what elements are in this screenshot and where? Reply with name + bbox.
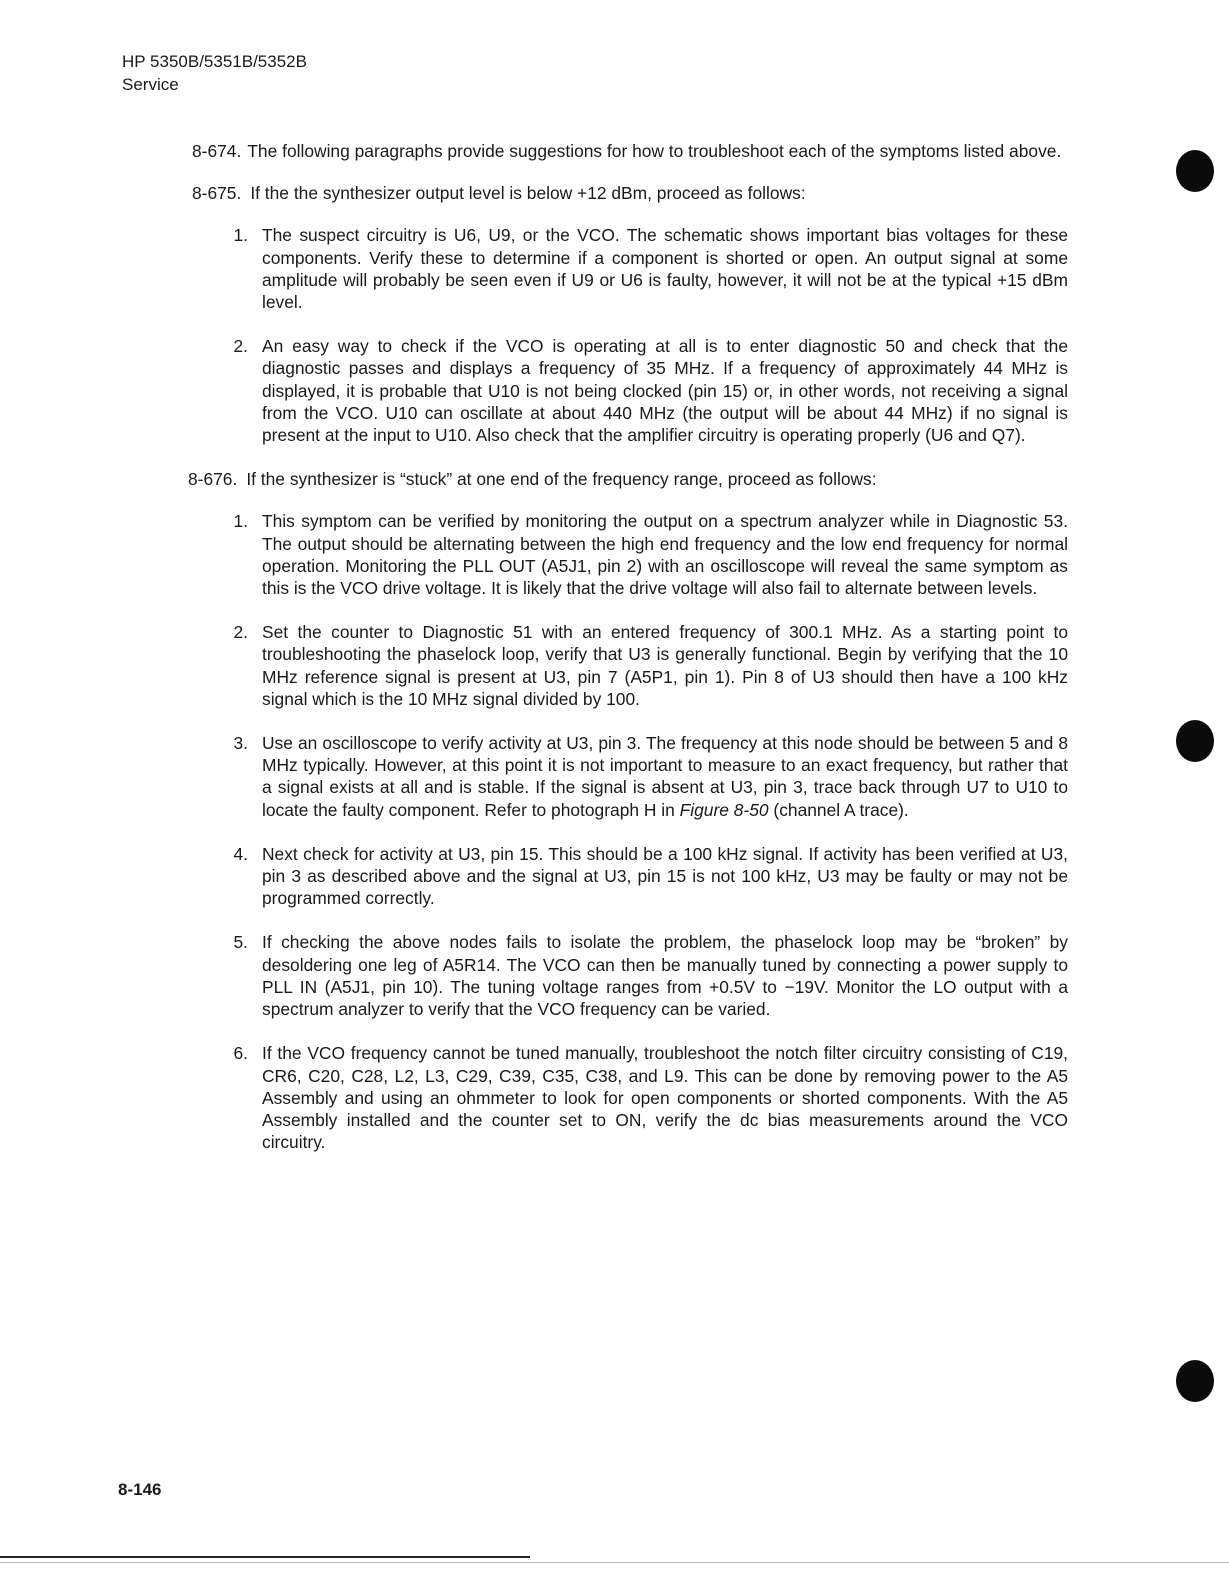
list-item	[192, 224, 1068, 313]
item-number: 2.	[233, 622, 248, 643]
body-text	[188, 140, 1068, 1175]
item-text: If checking the above nodes fails to isolate the problem, the phaselock loop may be “broken” by desoldering one leg of A5R14. The VCO can then be manually tuned by connecting a power supply to PLL IN (A5J1, pin 10). The tuning voltage ranges from +0.5V to −19V. Monitor the LO output with a spectrum analyzer to verify that the VCO frequency can be varied.	[262, 932, 1068, 1020]
item-text: This symptom can be verified by monitoring the output on a spectrum analyzer while in Diagnostic 53. The output should be alternating between the high end frequency and the low end frequency for normal operation. Monitoring the PLL OUT (A5J1, pin 2) with an oscilloscope will reveal the same symptom as this is the VCO drive voltage. It is likely that the drive voltage will also fail to alternate between levels.	[262, 511, 1068, 599]
paragraph-number: 8-674.	[192, 141, 242, 161]
footer-rule	[0, 1556, 530, 1558]
item-text: Set the counter to Diagnostic 51 with an entered frequency of 300.1 MHz. As a starting point to troubleshooting the phaselock loop, verify that U3 is generally functional. Begin by verifying that the 10 MHz reference signal is present at U3, pin 7 (A5P1, pin 1). Pin 8 of U3 should then have a 100 kHz signal which is the 10 MHz signal divided by 100.	[262, 622, 1068, 709]
item-number: 6.	[233, 1043, 248, 1064]
item-text	[262, 732, 1068, 821]
figure-reference: Figure 8-50	[679, 799, 769, 820]
item-number: 4.	[233, 843, 248, 864]
paragraph-8-674	[192, 140, 1068, 162]
binder-hole-mark	[1176, 1360, 1214, 1402]
list-item	[192, 931, 1068, 1020]
item-text: The suspect circuitry is U6, U9, or the VCO. The schematic shows important bias voltages for these components. Verify these to determine if a component is shorted or open. An output signal at some amplitude will probably be seen even if U9 or U6 is faulty, however, it will not be at the typical +15 dBm level.	[262, 225, 1068, 313]
item-number: 2.	[233, 336, 248, 357]
item-number: 5.	[233, 932, 248, 953]
item-number: 1.	[233, 511, 248, 532]
binder-hole-mark	[1176, 150, 1214, 192]
paragraph-number: 8-675.	[192, 183, 242, 204]
list-item	[192, 732, 1068, 821]
list-item	[192, 510, 1068, 599]
item-number: 1.	[233, 225, 248, 246]
list-item	[192, 1042, 1068, 1153]
paragraph-text: If the synthesizer is “stuck” at one end of the frequency range, proceed as follows:	[246, 469, 877, 490]
paragraph-text: The following paragraphs provide suggestions for how to troubleshoot each of the symptoms listed above.	[247, 141, 1062, 161]
list-item	[192, 843, 1068, 910]
item-text-part: (channel A trace).	[768, 799, 909, 820]
paragraph-text: If the the synthesizer output level is below +12 dBm, proceed as follows:	[250, 183, 806, 204]
list-item	[192, 621, 1068, 710]
item-text-part: Use an oscilloscope to verify activity at U3, pin 3. The frequency at this node should be between 5 and 8 MHz typically. However, at this point it is not important to measure to an exact frequency, but rather that a signal exists at all and is stable. If the signal is absent at U3, pin 3, trace back through U7 to U10 to locate the faulty component. Refer to photograph H in	[262, 733, 1068, 820]
paragraph-number: 8-676.	[188, 469, 238, 490]
item-text: If the VCO frequency cannot be tuned manually, troubleshoot the notch filter circuitry consisting of C19, CR6, C20, C28, L2, L3, C29, C39, C35, C38, and L9. This can be done by removing power to the A5 Assembly and using an ohmmeter to look for open components or shorted components. With the A5 Assembly installed and the counter set to ON, verify the dc bias measurements around the VCO circuitry.	[262, 1043, 1068, 1153]
list-8-676	[192, 510, 1068, 1153]
paragraph-8-676	[188, 468, 1068, 490]
list-8-675	[192, 224, 1068, 446]
model-title: HP 5350B/5351B/5352B	[122, 52, 307, 71]
item-text: Next check for activity at U3, pin 15. This should be a 100 kHz signal. If activity has been verified at U3, pin 3 as described above and the signal at U3, pin 15 is not 100 kHz, U3 may be faulty or may not be programmed correctly.	[262, 843, 1068, 909]
page-number: 8-146	[118, 1480, 162, 1499]
page-header	[122, 50, 307, 96]
section-title: Service	[122, 75, 179, 94]
list-item	[192, 335, 1068, 446]
scan-edge-line	[0, 1562, 1229, 1563]
binder-hole-mark	[1176, 720, 1214, 762]
paragraph-8-675	[192, 182, 1068, 204]
item-text: An easy way to check if the VCO is operating at all is to enter diagnostic 50 and check that the diagnostic passes and displays a frequency of 35 MHz. If a frequency of approximately 44 MHz is displayed, it is probable that U10 is not being clocked (pin 15) or, in other words, not receiving a signal from the VCO. U10 can oscillate at about 440 MHz (the output will be about 44 MHz) if no signal is present at the input to U10. Also check that the amplifier circuitry is operating properly (U6 and Q7).	[262, 336, 1068, 446]
item-number: 3.	[233, 733, 248, 754]
